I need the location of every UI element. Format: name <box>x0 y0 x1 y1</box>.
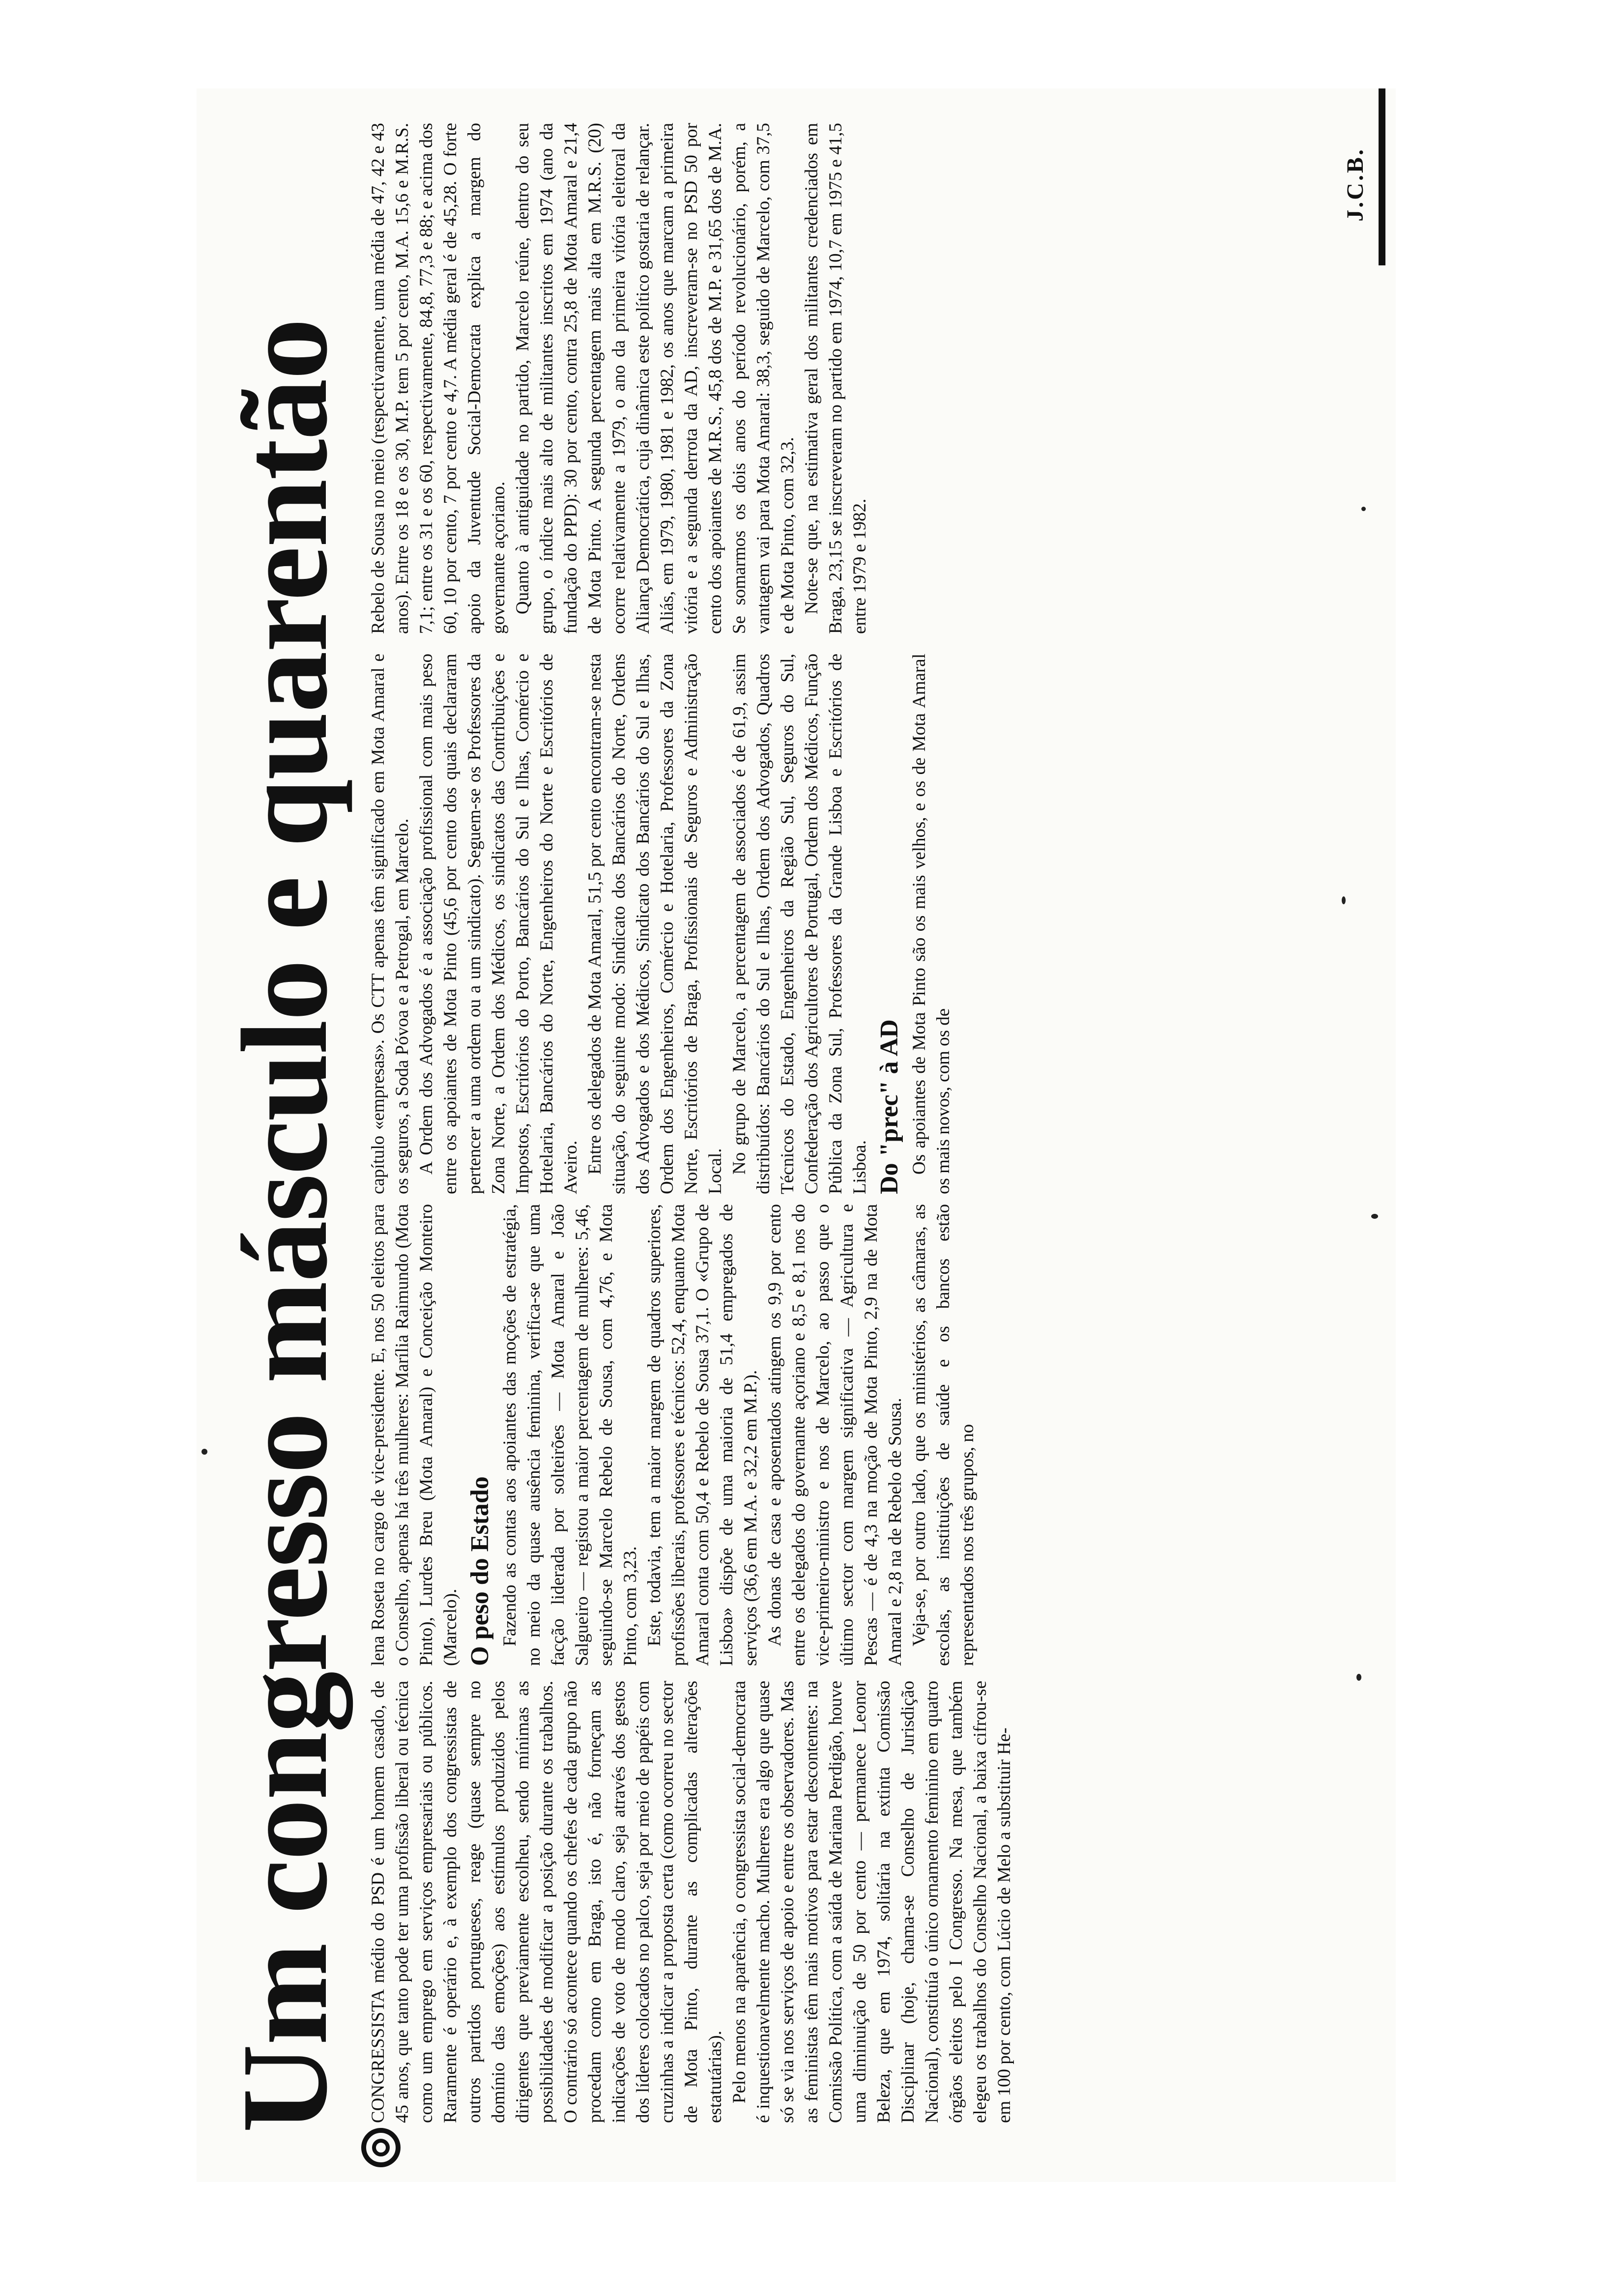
scan-speck <box>1356 1674 1361 1681</box>
paragraph: Pelo menos na aparência, o congressista social-democrata é inquestionavelmente macho. Mulheres era algo que quase só se via nos serviços de apoio e entre os observadores. Mas as feministas têm mais motivos para estar descontentes: na Comissão Política, com a saída de Mariana Perdigão, houve uma diminuição de 50 por cento — permanece Leonor Beleza, que em 1974, solitária na extinta Comissão Disciplinar (hoje, chama-se Conselho de Jurisdição Nacional), constituía o único ornamento feminino em quatro órgãos eleitos pelo I Congresso. Na mesa, que também elegeu os trabalhos do Conselho Nacional, a baixa cifrou-se em 100 por cento, com Lúcio de Melo a substituir He- <box>729 1681 1014 2123</box>
paragraph: Fazendo as contas aos apoiantes das moções de estratégia, no meio da quase ausência feminina, verifica-se que uma facção liderada por solteirões — Mota Amaral e João Salgueiro — registou a maior percentagem de mulheres: 5,46, seguindo-se Marcelo Rebelo de Sousa, com 4,76, e Mota Pinto, com 3,23. <box>500 1204 640 1666</box>
article-column-3 <box>366 654 1324 1194</box>
paragraph: Veja-se, por outro lado, que os ministérios, as câmaras, as escolas, as instituições de saúde e os bancos estão representados nos três grupos, no <box>909 1204 978 1666</box>
paragraph: A Ordem dos Advogados é a associação profissional com mais peso entre os apoiantes de Mota Pinto (45,6 por cento dos quais declararam pertencer a uma ordem ou a um sindicato). Seguem-se os Professores da Zona Norte, a Ordem dos Médicos, os sindicatos das Contribuições e Impostos, Escritórios do Porto, Bancários do Sul e Ilhas, Comércio e Hotelaria, Bancários do Norte, Engenheiros do Norte e Escritórios de Aveiro. <box>416 654 581 1194</box>
article-column-4 <box>366 123 1324 634</box>
target-bullet-icon <box>361 2128 401 2167</box>
paragraph: Entre os delegados de Mota Amaral, 51,5 por cento encontram-se nesta situação, do seguinte modo: Sindicato dos Bancários do Norte, Ordens dos Advogados e dos Médicos, Sindicato dos Bancários do Sul e Ilhas, Ordem dos Engenheiros, Comércio e Hotelaria, Professores da Zona Norte, Escritórios de Braga, Profissionais de Seguros e Administração Local. <box>585 654 725 1194</box>
scan-speck <box>1361 507 1366 511</box>
scan-speck <box>1371 1214 1378 1219</box>
paragraph: Note-se que, na estimativa geral dos militantes credenciados em Braga, 23,15 se inscreveram no partido em 1974, 10,7 em 1975 e 41,5 entre 1979 e 1982. <box>802 123 870 634</box>
newspaper-clipping <box>197 88 1396 2182</box>
paragraph: lena Roseta no cargo de vice-presidente. E, nos 50 eleitos para o Conselho, apenas há três mulheres: Marília Raimundo (Mota Pinto), Lurdes Breu (Mota Amaral) e Conceição Monteiro (Marcelo). <box>368 1204 461 1666</box>
article-column-2 <box>366 1204 1324 1666</box>
paragraph: capítulo «empresas». Os CTT apenas têm significado em Mota Amaral e os seguros, a Soda Póvoa e a Petrogal, em Marcelo. <box>368 654 412 1194</box>
scan-speck <box>1342 896 1346 904</box>
paragraph: Os apoiantes de Mota Pinto são os mais velhos, e os de Mota Amaral os mais novos, com os de <box>909 654 953 1194</box>
paragraph: Quanto à antiguidade no partido, Marcelo reúne, dentro do seu grupo, o índice mais alto de militantes inscritos em 1974 (ano da fundação do PPD): 30 por cento, contra 25,8 de Mota Amaral e 21,4 de Mota Pinto. A segunda percentagem mais alta em M.R.S. (20) ocorre relativamente a 1979, o ano da primeira vitória eleitoral da Aliança Democrática, cuja dinâmica este político gostaria de relançar. Aliás, em 1979, 1980, 1981 e 1982, os anos que marcam a primeira vitória e a segunda derrota da AD, inscreveram-se no PSD 50 por cento dos apoiantes de M.R.S., 45,8 dos de M.P. e 31,65 dos de M.A. Se somarmos os dois anos do período revolucionário, porém, a vantagem vai para Mota Amaral: 38,3, seguido de Marcelo, com 37,5 e de Mota Pinto, com 32,3. <box>513 123 798 634</box>
article-column-1 <box>366 1681 1324 2123</box>
paragraph: Rebelo de Sousa no meio (respectivamente, uma média de 47, 42 e 43 anos). Entre os 18 e os 30, M.P. tem 5 por cento, M.A. 15,6 e M.R.S. 7,1; entre os 31 e os 60, respectivamente, 84,8, 77,3 e 88; e acima dos 60, 10 por cento, 7 por cento e 4,7. A média geral é de 45,28. O forte apoio da Juventude Social-Democrata explica a margem do governante açoriano. <box>368 123 509 634</box>
paragraph: No grupo de Marcelo, a percentagem de associados é de 61,9, assim distribuídos: Bancários do Sul e Ilhas, Ordem dos Advogados, Quadros Técnicos do Estado, Engenheiros da Região Sul, Seguros do Sul, Confederação dos Agricultores de Portugal, Ordem dos Médicos, Função Pública da Zona Sul, Professores da Grande Lisboa e Escritórios de Lisboa. <box>729 654 870 1194</box>
section-heading: Do "prec" à AD <box>875 1019 903 1194</box>
section-heading: O peso do Estado <box>466 1476 494 1666</box>
scan-speck <box>202 1449 207 1455</box>
closing-rule <box>1379 88 1385 265</box>
paragraph: Este, todavia, tem a maior margem de quadros superiores, profissões liberais, professores e técnicos: 52,4, enquanto Mota Amaral conta com 50,4 e Rebelo de Sousa 37,1. O «Grupo de Lisboa» dispõe de uma maioria de 51,4 empregados de serviços (36,6 em M.A. e 32,2 em M.P.). <box>644 1204 761 1666</box>
author-signature: J.C.B. <box>1342 147 1368 222</box>
headline: Um congresso másculo e quarentão <box>217 319 353 2133</box>
paragraph: As donas de casa e aposentados atingem os 9,9 por cento entre os delegados do governante açoriano e 8,5 e 8,1 nos do vice-primeiro-ministro e nos de Marcelo, ao passo que o último sector com margem significativa — Agricultura e Pescas — é de 4,3 na moção de Mota Pinto, 2,9 na de Mota Amaral e 2,8 na de Rebelo de Sousa. <box>765 1204 905 1666</box>
paragraph: CONGRESSISTA médio do PSD é um homem casado, de 45 anos, que tanto pode ter uma profissão liberal ou técnica como um emprego em serviços empresariais ou públicos. Raramente é operário e, à exemplo dos congressistas de outros partidos portugueses, reage (quase sempre no domínio das emoções) aos estímulos produzidos pelos dirigentes que previamente escolheu, sendo mínimas as possibilidades de modificar a posição durante os trabalhos. O contrário só acontece quando os chefes de cada grupo não procedam como em Braga, isto é, não forneçam as indicações de voto de modo claro, seja através dos gestos dos líderes colocados no palco, seja por meio de papéis com cruzinhas a indicar a proposta certa (como ocorreu no sector de Mota Pinto, durante as complicadas alterações estatutárias). <box>368 1681 725 2123</box>
